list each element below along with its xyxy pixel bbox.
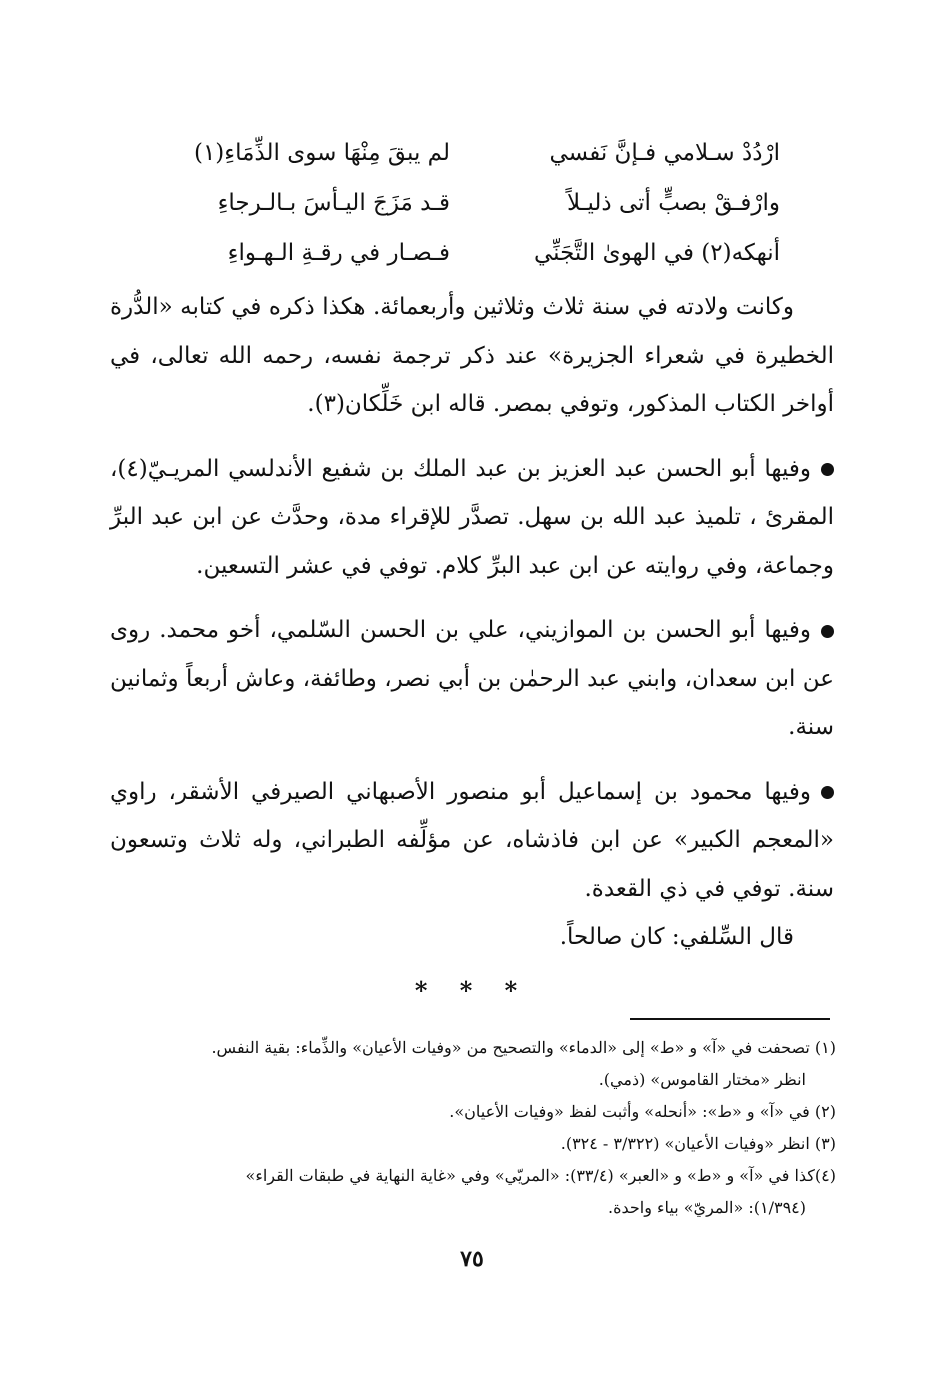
- footnote: (٢) في «آ» و «ط»: «أنحله» وأثبت لفظ «وفيات الأعيان».: [449, 1102, 836, 1121]
- footnote-text: (٤)كذا في «آ» و «ط» و «العبر» (٣٣/٤): «المريّي» وفي «غاية النهاية في طبقات القراء»: [245, 1166, 836, 1185]
- entry-paragraph: [110, 768, 834, 914]
- entry-paragraph: [110, 606, 834, 752]
- poem-block: [160, 128, 780, 278]
- footnote-divider: [630, 1018, 830, 1020]
- footnote: [108, 1160, 836, 1224]
- bullet-icon: [821, 625, 834, 638]
- footnote: [108, 1032, 836, 1096]
- verse-second-hemistich: فـصـار في رقـةِ الـهـواءِ: [227, 240, 450, 266]
- verse-second-hemistich: قـد مَزَجَ اليـأسَ بـالـرجاءِ: [217, 190, 450, 216]
- entry-text: وفيها أبو الحسن بن الموازيني، علي بن الحسن السّلمي، أخو محمد. روى عن ابن سعدان، وابني عبد الرحمٰن بن أبي نصر، وطائفة، وعاش أربعاً وثمانين سنة.: [110, 617, 834, 740]
- footnotes: [108, 1032, 836, 1224]
- section-separator: * * *: [414, 976, 530, 1005]
- poem-verse: [160, 128, 780, 178]
- bullet-icon: [821, 463, 834, 476]
- footnote-text: (١) تصحفت في «آ» و «ط» إلى «الدماء» والتصحيح من «وفيات الأعيان» والذِّماء: بقية النفس.: [211, 1038, 836, 1057]
- poem-verse: [160, 178, 780, 228]
- entry-paragraph: [110, 445, 834, 591]
- quote-paragraph: قال السِّلفي: كان صالحاً.: [559, 924, 794, 950]
- entry-text: وفيها أبو الحسن عبد العزيز بن عبد الملك بن شفيع الأندلسي المريـيّ(٤)، المقرئ ، تلميذ عبد الله بن سهل. تصدَّر للإقراء مدة، وحدَّث عن ابن عبد البرِّ وجماعة، وفي روايته عن ابن عبد البرِّ كلام. توفي في عشر التسعين.: [110, 455, 834, 579]
- main-text: [110, 283, 834, 962]
- footnote-continuation: انظر «مختار القاموس» (ذمي).: [598, 1070, 806, 1089]
- entry-text: وفيها محمود بن إسماعيل أبو منصور الأصبهاني الصيرفي الأشقر، راوي «المعجم الكبير» عن ابن فاذشاه، عن مؤلِّفه الطبراني، وله ثلاث وتسعون سنة. توفي في ذي القعدة.: [110, 778, 834, 902]
- verse-first-hemistich: وارْفـقْ بصبٍّ أتى ذليـلاً: [567, 190, 780, 216]
- verse-second-hemistich: لم يبقَ مِنْهَا سوى الذِّمَاءِ(١): [193, 140, 450, 166]
- footnote: (٣) انظر «وفيات الأعيان» (٣/٣٢٢ - ٣٢٤).: [560, 1134, 836, 1153]
- poem-verse: [160, 228, 780, 278]
- verse-first-hemistich: أنهكه(٢) في الهوىٰ التَّجَنِّي: [533, 240, 780, 266]
- birth-paragraph: وكانت ولادته في سنة ثلاث وثلاثين وأربعمائة. هكذا ذكره في كتابه «الدُّرة الخطيرة في شعراء الجزيرة» عند ذكر ترجمة نفسه، رحمه الله تعالى، في أواخر الكتاب المذكور، وتوفي بمصر. قاله ابن خَلِّكان(٣).: [110, 294, 834, 417]
- verse-first-hemistich: ارْدُدْ سـلامي فـإنَّ نَفسي: [549, 140, 780, 166]
- bullet-icon: [821, 786, 834, 799]
- page-number: ٧٥: [460, 1246, 484, 1272]
- footnote-continuation: (١/٣٩٤): «المريّ» بياء واحدة.: [607, 1198, 806, 1217]
